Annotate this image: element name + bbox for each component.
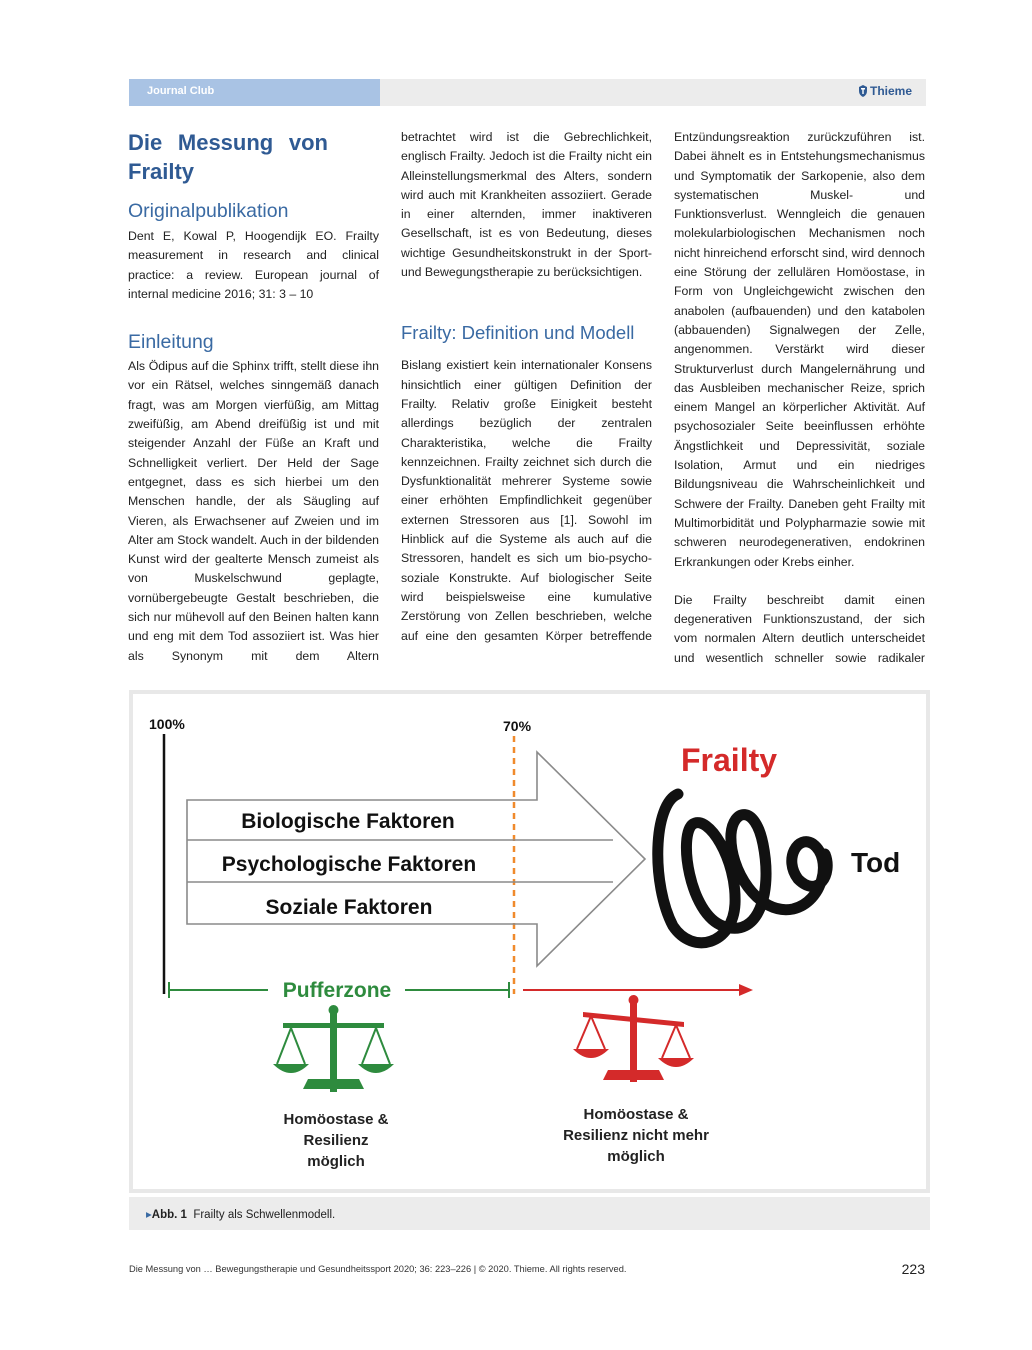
col3-paragraph-1: Entzündungsreaktion zurückzuführen ist. Dabei ähnelt es in Entstehungsmechanismus und Symptomatik der Sarkopenie, also dem systematischen Muskel- und Funktionsverlust. Wenngleich die genauen molekularbiologischen Mechanismen noch nicht hinreichend erforscht sind, wird dennoch eine Störung der zellulären Homöostase, in Form von Ungleichgewicht zwischen den anabolen (aufbauenden) und den katabolen (abbauenden) Signalwegen der Zelle, angenommen. Verstärkt wird dieser Strukturverlust durch Mangelernährung und das Ausbleiben mechanischer Reize, sprich einem Mangel an körperlicher Aktivität. Auf psychosozialer Seite beeinflussen erhöhte Ängstlichkeit und Depressivität, soziale Isolation, Armut und ein niedriges Bildungsniveau die Wahrscheinlichkeit und Schwere der Frailty. Daneben geht Frailty mit Multimorbidität und Polypharmazie sowie mit schweren neurodegenerativen, endokrinen Erkrankungen oder Krebs einher. xyxy=(674,130,925,569)
left-caption-line-3: möglich xyxy=(307,1153,365,1170)
thieme-logo-icon xyxy=(858,85,868,97)
page-number: 223 xyxy=(901,1261,925,1277)
factor-biological: Biologische Faktoren xyxy=(241,810,455,833)
right-caption-line-2: Resilienz nicht mehr xyxy=(563,1127,709,1144)
citation-text: Dent E, Kowal P, Hoogendijk EO. Frailty measurement in research and clinical practice: a review. European journal of internal medicine 2016; 31: 3 – 10 xyxy=(128,229,379,301)
frailty-label: Frailty xyxy=(681,742,778,778)
label-100: 100% xyxy=(149,716,185,732)
right-caption-line-3: möglich xyxy=(607,1148,665,1165)
publisher-name: Thieme xyxy=(869,84,912,98)
figure-caption xyxy=(129,1197,930,1230)
publisher-logo xyxy=(858,84,912,98)
col3-paragraph-2: Die Frailty beschreibt damit einen degenerativen Funktionszustand, der sich vom normalen Altern deutlich unterscheidet und wesentlich schneller sowie radikaler xyxy=(674,592,925,665)
spiral-icon xyxy=(658,794,827,943)
column-2 xyxy=(401,128,652,646)
article-title: Die Messung von Frailty xyxy=(128,130,328,184)
buffer-zone-label: Pufferzone xyxy=(282,979,392,1002)
caption-text: Frailty als Schwellenmodell. xyxy=(193,1209,336,1221)
balanced-scale-icon xyxy=(273,1005,394,1092)
factor-social: Soziale Faktoren xyxy=(265,896,433,919)
section-header-band xyxy=(129,79,380,106)
col2-paragraph: betrachtet wird ist die Gebrechlichkeit, englisch Frailty. Jedoch ist die Frailty nicht ein Alleinstellungsmerkmal des Alters, sondern wird auch mit Krankheiten assoziiert. Gerade in einer alternden, immer inaktiveren Gesellschaft, ist es von Bedeutung, dieses wichtige Gesundheitskonstrukt in der Sport- und Bewegungstherapie zu berücksichtigen. xyxy=(401,130,652,280)
intro-paragraph: Als Ödipus auf die Sphinx trifft, stellt diese ihn vor ein Rätsel, welches sinngemäß danach fragt, was am Morgen vierfüßig, am Mittag zweifüßig, am Abend dreifüßig ist und mit steigender Anzahl der Füße an Kraft und Schnelligkeit verliert. Der Held der Sage entgegnet, dass es sich hierbei um den Menschen handle, der als Säugling auf Vieren, als Erwachsener auf Zweien und im Alter am Stock wandelt. Auch in der bildenden Kunst wird der gealterte Mensch zumeist als von Muskelschwund geplagte, vornübergebeugte Gestalt beschrieben, die sich nur mühevoll auf den Beinen halten kann und eng mit dem Tod assoziiert ist. Was hier als Synonym mit dem Altern xyxy=(128,359,379,663)
label-70: 70% xyxy=(503,718,532,734)
caption-label: Abb. 1 xyxy=(151,1209,187,1221)
heading-originalpublikation: Originalpublikation xyxy=(128,200,289,222)
section-label: Journal Club xyxy=(147,85,215,97)
figure-canvas xyxy=(133,694,926,1189)
footer-citation: Die Messung von … Bewegungstherapie und Gesundheitssport 2020; 36: 223–226 | © 2020. Thieme. All rights reserved. xyxy=(129,1264,627,1274)
heading-definition: Frailty: Definition und Modell xyxy=(401,322,635,344)
caption-triangle-icon: ▸ xyxy=(146,1209,152,1221)
column-1 xyxy=(128,128,379,666)
heading-einleitung: Einleitung xyxy=(128,331,214,354)
right-caption-line-1: Homöostase & xyxy=(583,1106,689,1123)
unbalanced-scale-icon xyxy=(573,995,694,1082)
definition-paragraph: Bislang existiert kein internationaler Konsens hinsichtlich einer gültigen Definition der Frailty. Relativ große Einigkeit besteht allerdings bezüglich der zentralen Charakteristika, welche die Frailty kennzeichnen. Frailty zeichnet sich durch die Dysfunktionalität mehrerer Systeme sowie einer erhöhten Empfindlichkeit gegenüber externen Stressoren aus [1]. Sowohl im Hinblick auf die Systeme als auch auf die Stressoren, handelt es sich um bio-psycho-soziale Konstrukte. Auf biologischer Seite wird beispielsweise eine kumulative Zerstörung von Zellen beschrieben, welche auf eine den gesamten Körper betreffende xyxy=(401,358,652,643)
figure-frame xyxy=(129,690,930,1193)
left-caption-line-1: Homöostase & xyxy=(283,1111,389,1128)
frailty-threshold-diagram xyxy=(133,694,926,1189)
factor-psychological: Psychologische Faktoren xyxy=(221,853,477,876)
death-label: Tod xyxy=(851,847,901,878)
decline-arrowhead-icon xyxy=(739,984,753,996)
left-caption-line-2: Resilienz xyxy=(303,1132,369,1149)
publisher-band xyxy=(380,79,926,106)
column-3 xyxy=(674,128,925,668)
